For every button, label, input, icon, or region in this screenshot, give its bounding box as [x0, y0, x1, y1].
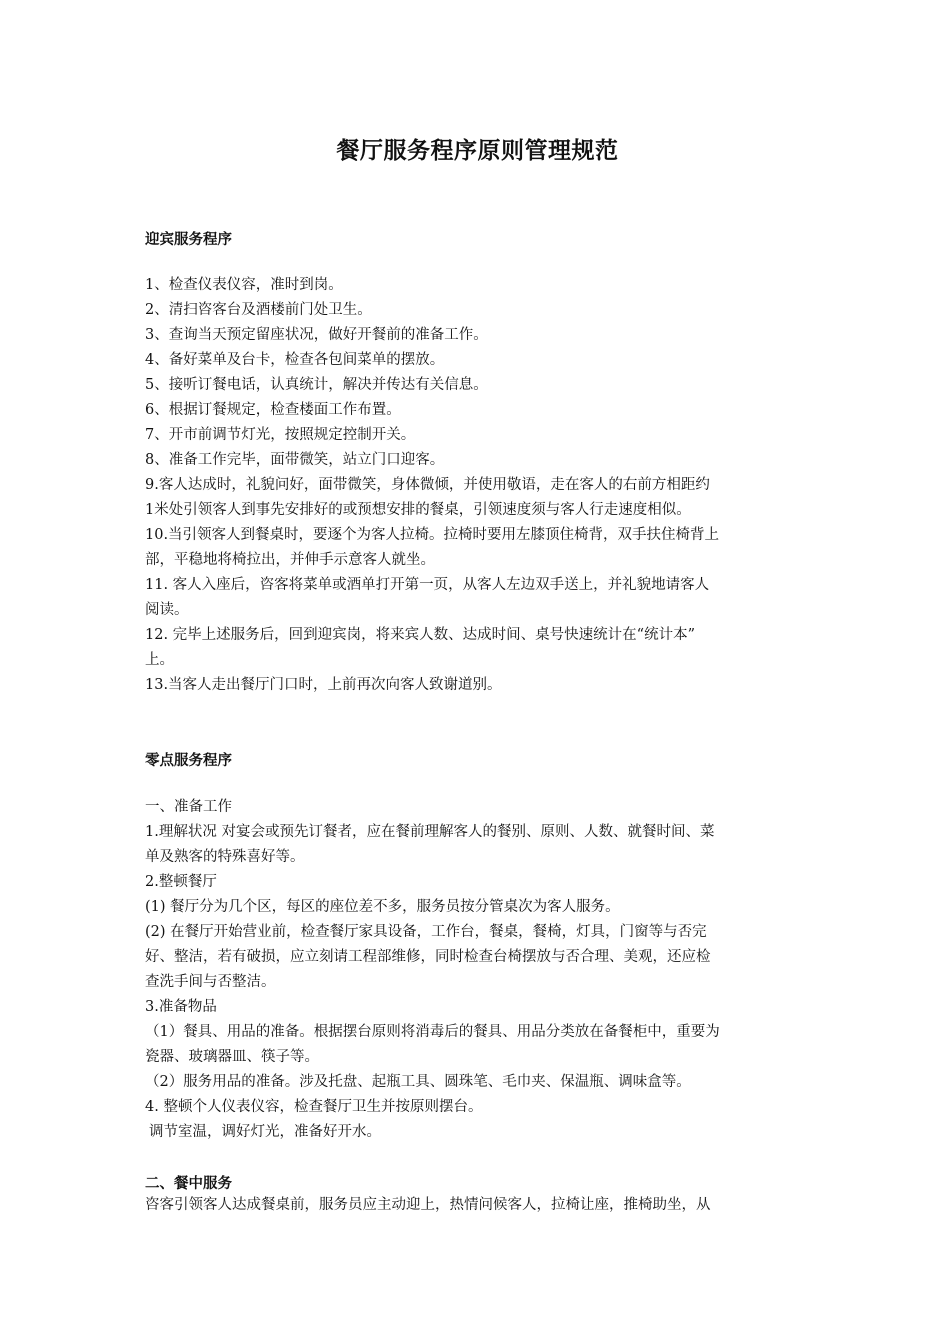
- list-item: 1、检查仪表仪容，准时到岗。: [145, 277, 343, 293]
- list-item: 7、开市前调节灯光，按照规定控制开关。: [145, 427, 416, 443]
- list-item-12-line-2: 上。: [145, 652, 174, 668]
- list-item-11-line-1: 11. 客人入座后，咨客将菜单或酒单打开第一页，从客人左边双手送上，并礼貌地请客人: [145, 577, 710, 593]
- a-la-carte-procedure: [145, 795, 810, 1145]
- list-item: 6、根据订餐规定，检查楼面工作布置。: [145, 402, 401, 418]
- paragraph-line: （1）餐具、用品的准备。根据摆台原则将消毒后的餐具、用品分类放在备餐柜中，重要为: [145, 1024, 720, 1040]
- paragraph-line: 瓷器、玻璃器皿、筷子等。: [145, 1049, 319, 1065]
- list-item: 2、清扫咨客台及酒楼前门处卫生。: [145, 302, 372, 318]
- paragraph-line: 4. 整顿个人仪表仪容，检查餐厅卫生并按原则摆台。: [145, 1099, 483, 1115]
- list-item-9-line-2: 1米处引领客人到事先安排好的或预想安排的餐桌，引领速度须与客人行走速度相似。: [145, 502, 691, 518]
- list-item-10-line-2: 部，平稳地将椅拉出，并伸手示意客人就坐。: [145, 552, 435, 568]
- paragraph-line: （2）服务用品的准备。涉及托盘、起瓶工具、圆珠笔、毛巾夹、保温瓶、调味盒等。: [145, 1074, 691, 1090]
- list-item-13: 13.当客人走出餐厅门口时，上前再次向客人致谢道别。: [145, 677, 502, 693]
- section-heading-welcome: 迎宾服务程序: [145, 232, 232, 248]
- welcome-procedure-list: [145, 273, 810, 698]
- during-meal-procedure: [145, 1193, 810, 1218]
- sub-item-title: 2.整顿餐厅: [145, 874, 217, 890]
- list-item: 4、备好菜单及台卡，检查各包间菜单的摆放。: [145, 352, 445, 368]
- paragraph-line: 查洗手间与否整洁。: [145, 974, 276, 990]
- list-item-9-line-1: 9.客人达成时，礼貌问好，面带微笑，身体微倾，并使用敬语，走在客人的右前方相距约: [145, 477, 710, 493]
- section-heading-during-meal: 二、餐中服务: [145, 1176, 232, 1192]
- list-item: 3、查询当天预定留座状况，做好开餐前的准备工作。: [145, 327, 488, 343]
- list-item-11-line-2: 阅读。: [145, 602, 189, 618]
- sub-item-title: 3.准备物品: [145, 999, 217, 1015]
- list-item-12-line-1: 12. 完毕上述服务后，回到迎宾岗，将来宾人数、达成时间、桌号快速统计在“统计本”: [145, 627, 695, 643]
- paragraph-line: 咨客引领客人达成餐桌前，服务员应主动迎上，热情问候客人，拉椅让座，推椅助坐，从: [145, 1197, 711, 1213]
- sub-heading-preparation: 一、准备工作: [145, 799, 232, 815]
- document-title: 餐厅服务程序原则管理规范: [336, 138, 619, 164]
- list-item-10-line-1: 10.当引领客人到餐桌时，要逐个为客人拉椅。拉椅时要用左膝顶住椅背，双手扶住椅背上: [145, 527, 720, 543]
- paragraph-line: (2) 在餐厅开始营业前，检查餐厅家具设备，工作台，餐桌，餐椅，灯具，门窗等与否完: [145, 924, 707, 940]
- paragraph-line: 单及熟客的特殊喜好等。: [145, 849, 305, 865]
- paragraph-line: 好、整洁，若有破损，应立刻请工程部维修，同时检查台椅摆放与否合理、美观，还应检: [145, 949, 711, 965]
- list-item: 5、接听订餐电话，认真统计，解决并传达有关信息。: [145, 377, 488, 393]
- paragraph-line: 调节室温，调好灯光，准备好开水。: [149, 1124, 381, 1140]
- paragraph-line: 1.理解状况 对宴会或预先订餐者，应在餐前理解客人的餐别、原则、人数、就餐时间、菜: [145, 824, 715, 840]
- section-heading-a-la-carte: 零点服务程序: [145, 753, 232, 769]
- list-item: 8、准备工作完毕，面带微笑，站立门口迎客。: [145, 452, 445, 468]
- paragraph-line: (1) 餐厅分为几个区，每区的座位差不多，服务员按分管桌次为客人服务。: [145, 899, 620, 915]
